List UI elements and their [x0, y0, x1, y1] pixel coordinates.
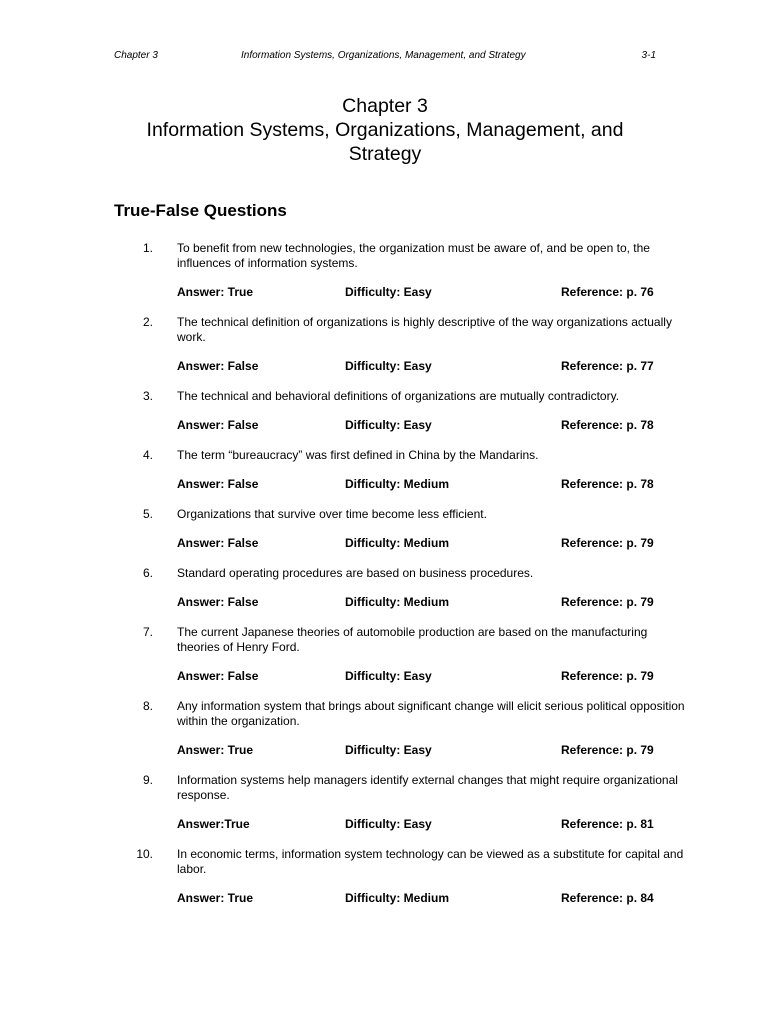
answer-label: Answer: False	[177, 669, 259, 683]
question-number: 10.	[136, 847, 153, 861]
header-chapter-label: Chapter 3	[114, 50, 158, 61]
difficulty-label: Difficulty: Easy	[345, 418, 432, 432]
question-text: The term “bureaucracy” was first defined in China by the Mandarins.	[177, 448, 539, 462]
question-number: 6.	[142, 566, 153, 580]
question-number: 3.	[142, 389, 153, 403]
answer-label: Answer: False	[177, 477, 259, 491]
question-item	[0, 625, 770, 684]
difficulty-label: Difficulty: Easy	[345, 743, 432, 757]
question-item	[0, 847, 770, 906]
question-number: 5.	[142, 507, 153, 521]
answer-row	[0, 285, 770, 300]
difficulty-label: Difficulty: Easy	[345, 359, 432, 373]
reference-label: Reference: p. 79	[561, 536, 654, 550]
reference-label: Reference: p. 78	[561, 477, 654, 491]
question-text: Standard operating procedures are based on business procedures.	[177, 566, 534, 580]
header-page-number: 3-1	[641, 50, 656, 61]
question-number: 4.	[142, 448, 153, 462]
reference-label: Reference: p. 76	[561, 285, 654, 299]
section-heading: True-False Questions	[114, 201, 287, 220]
reference-label: Reference: p. 79	[561, 669, 654, 683]
difficulty-label: Difficulty: Easy	[345, 817, 432, 831]
answer-label: Answer: False	[177, 595, 259, 609]
question-text: Information systems help managers identify external changes that might require organizational response.	[177, 773, 678, 802]
difficulty-label: Difficulty: Medium	[345, 891, 449, 905]
answer-row	[0, 817, 770, 832]
answer-row	[0, 595, 770, 610]
reference-label: Reference: p. 84	[561, 891, 654, 905]
header-chapter-title: Information Systems, Organizations, Management, and Strategy	[241, 50, 526, 61]
title-line-3: Strategy	[348, 143, 422, 165]
question-list	[0, 241, 770, 921]
difficulty-label: Difficulty: Easy	[345, 285, 432, 299]
reference-label: Reference: p. 78	[561, 418, 654, 432]
reference-label: Reference: p. 79	[561, 595, 654, 609]
difficulty-label: Difficulty: Medium	[345, 595, 449, 609]
difficulty-label: Difficulty: Medium	[345, 536, 449, 550]
title-line-2: Information Systems, Organizations, Management, and	[146, 119, 624, 141]
question-number: 1.	[142, 241, 153, 255]
question-item	[0, 773, 770, 832]
question-item	[0, 507, 770, 551]
question-item	[0, 389, 770, 433]
answer-label: Answer: False	[177, 418, 259, 432]
answer-label: Answer: False	[177, 359, 259, 373]
answer-label: Answer: False	[177, 536, 259, 550]
question-number: 8.	[142, 699, 153, 713]
answer-row	[0, 536, 770, 551]
question-item	[0, 448, 770, 492]
reference-label: Reference: p. 77	[561, 359, 654, 373]
question-item	[0, 699, 770, 758]
answer-row	[0, 743, 770, 758]
answer-label: Answer:True	[177, 817, 250, 831]
answer-row	[0, 669, 770, 684]
answer-label: Answer: True	[177, 743, 254, 757]
question-item	[0, 315, 770, 374]
answer-row	[0, 359, 770, 374]
difficulty-label: Difficulty: Easy	[345, 669, 432, 683]
question-item	[0, 241, 770, 300]
question-text: Any information system that brings about significant change will elicit serious political opposition within the organization.	[177, 699, 685, 728]
question-text: The technical and behavioral definitions of organizations are mutually contradictory.	[177, 389, 620, 403]
answer-label: Answer: True	[177, 285, 254, 299]
question-text: To benefit from new technologies, the organization must be aware of, and be open to, the influences of information systems.	[177, 241, 650, 270]
reference-label: Reference: p. 81	[561, 817, 654, 831]
question-number: 2.	[142, 315, 153, 329]
question-text: The technical definition of organizations is highly descriptive of the way organizations actually work.	[177, 315, 672, 344]
difficulty-label: Difficulty: Medium	[345, 477, 449, 491]
answer-row	[0, 477, 770, 492]
question-text: Organizations that survive over time become less efficient.	[177, 507, 487, 521]
answer-label: Answer: True	[177, 891, 254, 905]
question-number: 7.	[142, 625, 153, 639]
answer-row	[0, 891, 770, 906]
reference-label: Reference: p. 79	[561, 743, 654, 757]
page-title	[0, 94, 770, 166]
question-item	[0, 566, 770, 610]
answer-row	[0, 418, 770, 433]
question-number: 9.	[142, 773, 153, 787]
question-text: In economic terms, information system technology can be viewed as a substitute for capital and labor.	[177, 847, 684, 876]
running-header	[114, 50, 656, 64]
title-line-1: Chapter 3	[342, 95, 428, 117]
question-text: The current Japanese theories of automobile production are based on the manufacturing theories of Henry Ford.	[177, 625, 648, 654]
